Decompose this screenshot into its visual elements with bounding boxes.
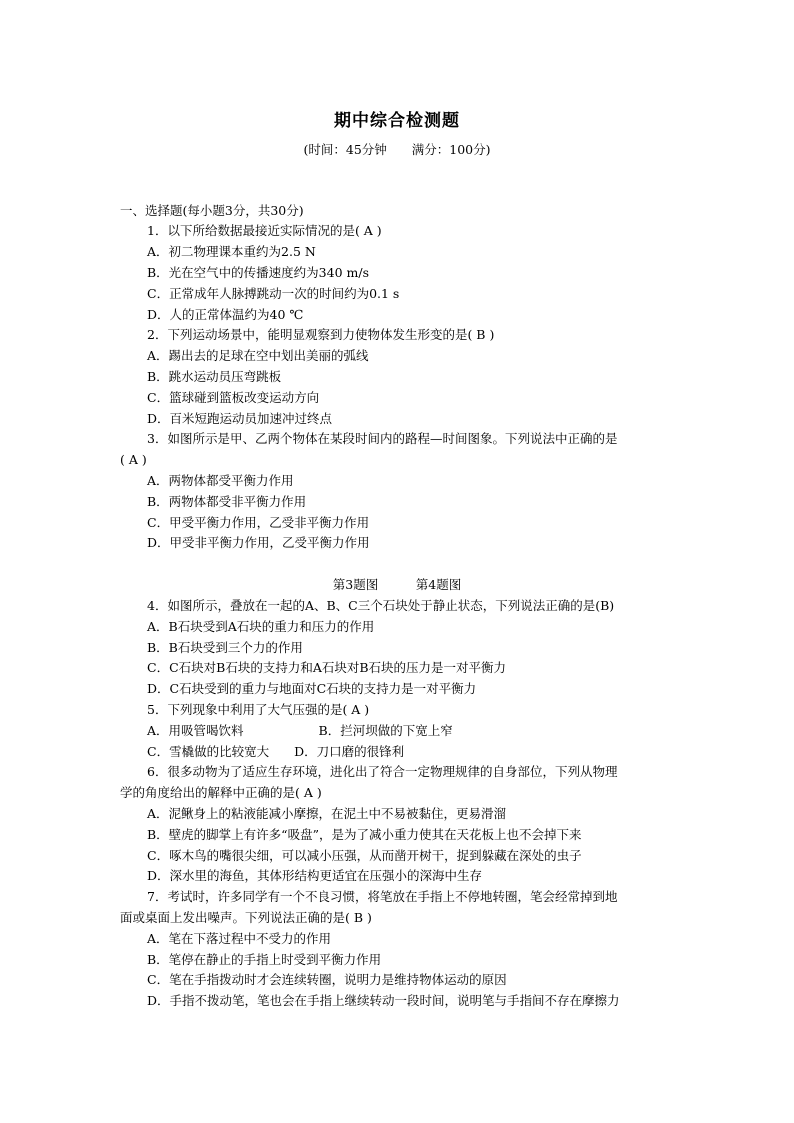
page-title: 期中综合检测题: [334, 111, 460, 131]
section-heading: 一、选择题(每小题3分，共30分): [120, 203, 304, 218]
q6-option-b: B．壁虎的脚掌上有许多“吸盘”，是为了减小重力使其在天花板上也不会掉下来: [147, 827, 582, 842]
q3-option-d: D．甲受非平衡力作用，乙受平衡力作用: [147, 535, 370, 550]
q6-option-c: C．啄木鸟的嘴很尖细，可以减小压强，从而凿开树干，捉到躲藏在深处的虫子: [147, 848, 582, 863]
q6-option-a: A．泥鳅身上的粘液能减小摩擦，在泥土中不易被黏住，更易滑溜: [147, 806, 507, 821]
q2-option-a: A．踢出去的足球在空中划出美丽的弧线: [147, 348, 369, 363]
q5-options-ab: A．用吸管喝饮料 B．拦河坝做的下宽上窄: [147, 723, 453, 738]
q3-option-a: A．两物体都受平衡力作用: [147, 473, 294, 488]
q2-option-d: D．百米短跑运动员加速冲过终点: [147, 411, 333, 426]
q7-stem-line1: 7．考试时，许多同学有一个不良习惯，将笔放在手指上不停地转圈，笔会经常掉到地: [147, 889, 618, 904]
q1-option-b: B．光在空气中的传播速度约为340 m/s: [147, 265, 369, 280]
q7-stem-line2: 面或桌面上发出噪声。下列说法正确的是( B ): [120, 910, 372, 925]
figure-caption: 第3题图 第4题图: [332, 577, 462, 592]
q1-option-d: D．人的正常体温约为40 ℃: [147, 307, 304, 322]
q4-option-d: D．C石块受到的重力与地面对C石块的支持力是一对平衡力: [147, 681, 477, 696]
q6-option-d: D．深水里的海鱼，其体形结构更适宜在压强小的深海中生存: [147, 868, 483, 883]
q1-option-c: C．正常成年人脉搏跳动一次的时间约为0.1 s: [147, 286, 400, 301]
exam-info: (时间：45分钟 满分：100分): [303, 142, 491, 157]
q1-stem: 1．以下所给数据最接近实际情况的是( A ): [147, 223, 382, 238]
q3-option-c: C．甲受平衡力作用，乙受非平衡力作用: [147, 515, 370, 530]
q5-stem: 5．下列现象中利用了大气压强的是( A ): [147, 702, 370, 717]
q7-option-c: C．笔在手指拨动时才会连续转圈，说明力是维持物体运动的原因: [147, 972, 507, 987]
q7-option-a: A．笔在下落过程中不受力的作用: [147, 931, 332, 946]
q3-option-b: B．两物体都受非平衡力作用: [147, 494, 307, 509]
q4-option-b: B．B石块受到三个力的作用: [147, 640, 303, 655]
q6-stem-line1: 6．很多动物为了适应生存环境，进化出了符合一定物理规律的自身部位，下列从物理: [147, 764, 618, 779]
q3-stem-line1: 3．如图所示是甲、乙两个物体在某段时间内的路程—时间图象。下列说法中正确的是: [147, 431, 618, 446]
q7-option-d: D．手指不拨动笔，笔也会在手指上继续转动一段时间，说明笔与手指间不存在摩擦力: [147, 993, 620, 1008]
q2-option-c: C．篮球碰到篮板改变运动方向: [147, 390, 320, 405]
q1-option-a: A．初二物理课本重约为2.5 N: [147, 244, 316, 259]
q4-stem: 4．如图所示，叠放在一起的A、B、C三个石块处于静止状态，下列说法正确的是(B): [147, 598, 615, 613]
q3-stem-line2: ( A ): [120, 452, 147, 467]
q7-option-b: B．笔停在静止的手指上时受到平衡力作用: [147, 952, 382, 967]
q6-stem-line2: 学的角度给出的解释中正确的是( A ): [120, 785, 322, 800]
q2-stem: 2．下列运动场景中，能明显观察到力使物体发生形变的是( B ): [147, 327, 495, 342]
q4-option-c: C．C石块对B石块的支持力和A石块对B石块的压力是一对平衡力: [147, 660, 507, 675]
q5-options-cd: C．雪橇做的比较宽大 D．刀口磨的很锋利: [147, 744, 405, 759]
q2-option-b: B．跳水运动员压弯跳板: [147, 369, 282, 384]
q4-option-a: A．B石块受到A石块的重力和压力的作用: [147, 619, 375, 634]
